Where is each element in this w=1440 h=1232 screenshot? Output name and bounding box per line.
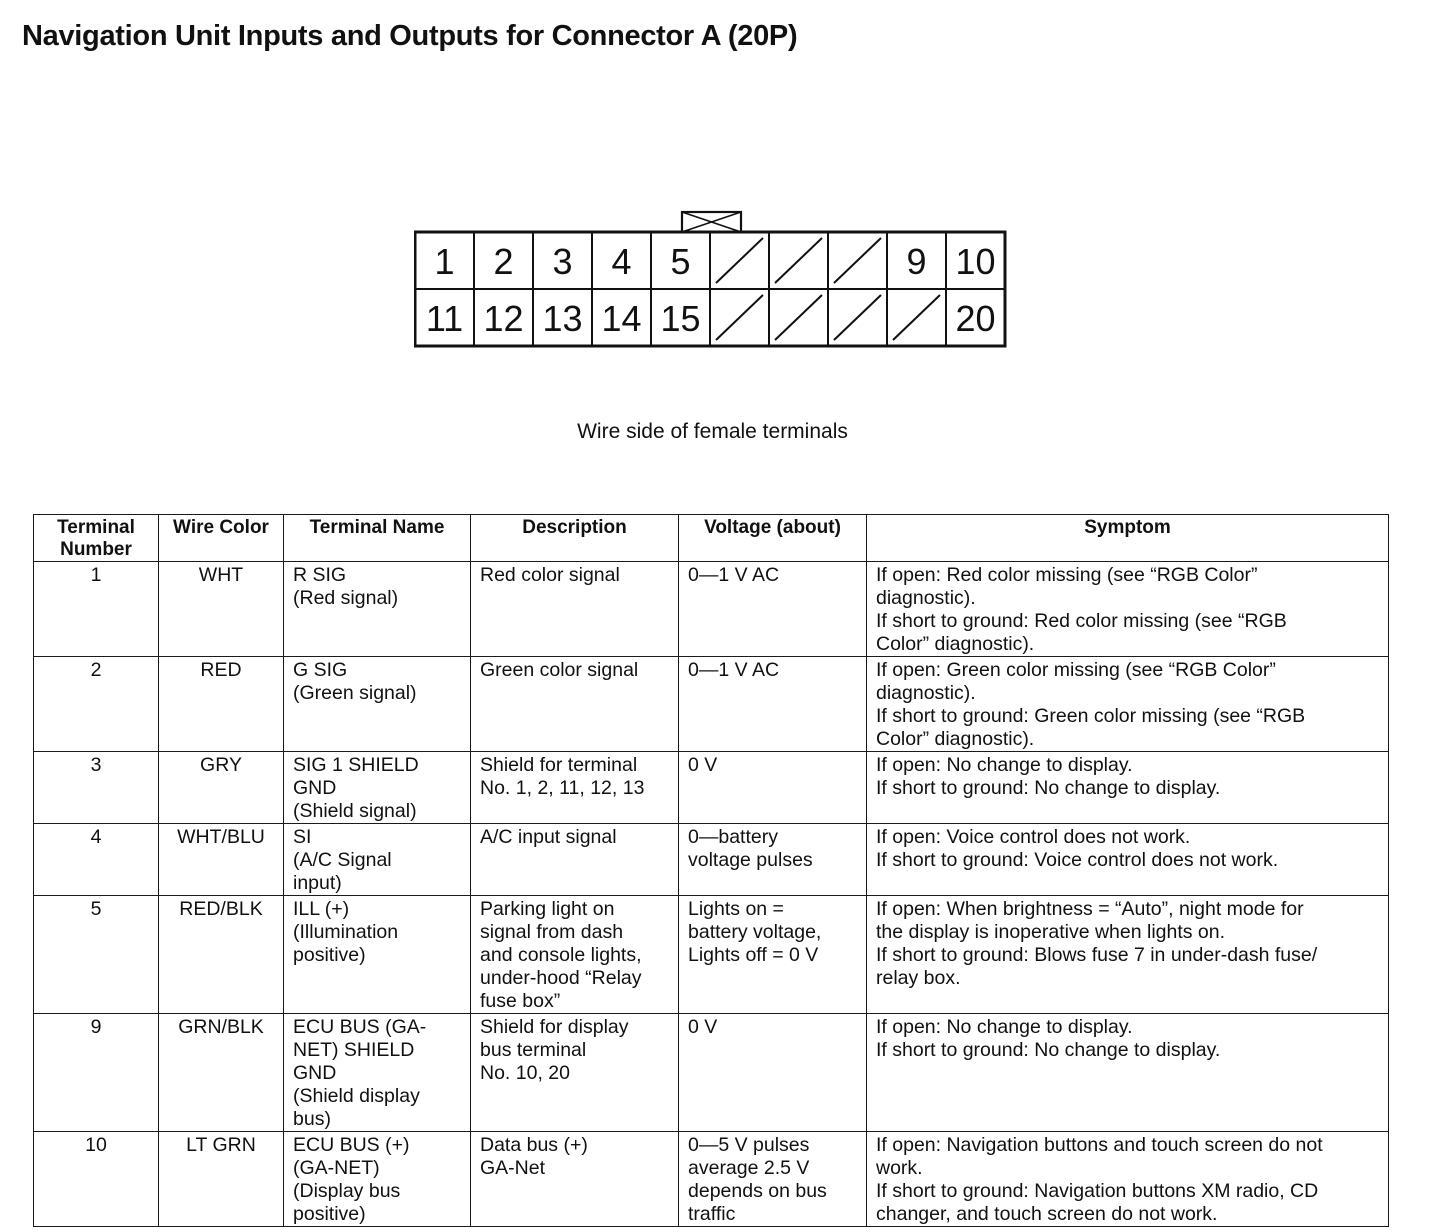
voltage-cell xyxy=(679,657,867,752)
description-cell-line: and console lights, xyxy=(480,944,642,966)
description-cell xyxy=(471,1014,679,1132)
terminal-number: 15 xyxy=(660,298,701,339)
wire-color-cell: LT GRN xyxy=(159,1132,284,1227)
symptom-cell-line: the display is inoperative when lights on. xyxy=(876,921,1226,943)
terminal-name-cell xyxy=(284,562,471,657)
header-text: Wire Color xyxy=(173,517,269,538)
terminal-number: 5 xyxy=(670,241,691,282)
description-cell-line: GA-Net xyxy=(480,1157,546,1179)
description-cell-line: signal from dash xyxy=(480,921,624,943)
terminal-number: 4 xyxy=(611,241,632,282)
symptom-cell-line: If open: Green color missing (see “RGB Color” xyxy=(876,659,1276,681)
description-cell-line: bus terminal xyxy=(480,1039,587,1061)
description-cell-line: Parking light on xyxy=(480,898,615,920)
terminal-name-cell-line: positive) xyxy=(293,1203,366,1225)
terminal-name-cell xyxy=(284,896,471,1014)
header-text: Terminal xyxy=(57,517,135,538)
terminal-name-cell-line: SI xyxy=(293,826,312,848)
symptom-cell-line: work. xyxy=(876,1157,923,1179)
terminal-name-cell-line: NET) SHIELD xyxy=(293,1039,415,1061)
description-cell xyxy=(471,752,679,824)
header-terminal-number xyxy=(34,515,159,562)
terminal-name-cell-line: bus) xyxy=(293,1108,331,1130)
terminal-number: 10 xyxy=(955,241,996,282)
symptom-cell xyxy=(867,752,1389,824)
voltage-cell xyxy=(679,824,867,896)
header-voltage xyxy=(679,515,867,562)
header-text: Symptom xyxy=(1084,517,1171,538)
terminal-name-cell-line: (Red signal) xyxy=(293,587,399,609)
terminal-number: 1 xyxy=(434,241,455,282)
unused-terminal-slash xyxy=(834,295,881,340)
symptom-cell-line: If open: Red color missing (see “RGB Color” xyxy=(876,564,1258,586)
description-cell xyxy=(471,896,679,1014)
table-row xyxy=(34,1014,1389,1132)
unused-terminal-slash xyxy=(775,238,822,283)
terminal-name-cell xyxy=(284,1132,471,1227)
symptom-cell-line: If short to ground: Blows fuse 7 in under-dash fuse/ xyxy=(876,944,1318,966)
header-text: Number xyxy=(60,539,132,560)
wire-color-cell: WHT xyxy=(159,562,284,657)
terminal-name-cell-line: SIG 1 SHIELD xyxy=(293,754,419,776)
terminal-number-cell: 1 xyxy=(34,562,159,657)
terminal-name-cell-line: ECU BUS (GA- xyxy=(293,1016,427,1038)
symptom-cell xyxy=(867,657,1389,752)
description-cell-line: Green color signal xyxy=(480,659,639,681)
symptom-cell-line: diagnostic). xyxy=(876,587,976,609)
symptom-cell xyxy=(867,824,1389,896)
voltage-cell xyxy=(679,1014,867,1132)
terminal-name-cell-line: input) xyxy=(293,872,342,894)
symptom-cell-line: changer, and touch screen do not work. xyxy=(876,1203,1218,1225)
voltage-cell-line: traffic xyxy=(688,1203,736,1225)
symptom-cell-line: If open: Voice control does not work. xyxy=(876,826,1191,848)
terminal-name-cell xyxy=(284,1014,471,1132)
voltage-cell-line: voltage pulses xyxy=(688,849,813,871)
terminal-number-cell: 5 xyxy=(34,896,159,1014)
terminal-number: 11 xyxy=(425,298,464,339)
symptom-cell-line: Color” diagnostic). xyxy=(876,728,1035,750)
table-row xyxy=(34,752,1389,824)
unused-terminal-slash xyxy=(716,238,763,283)
terminal-name-cell-line: ECU BUS (+) xyxy=(293,1134,410,1156)
header-terminal-name xyxy=(284,515,471,562)
header-text: Voltage (about) xyxy=(704,517,841,538)
pin-table xyxy=(33,514,1389,1227)
symptom-cell-line: If short to ground: No change to display. xyxy=(876,1039,1221,1061)
symptom-cell-line: If open: Navigation buttons and touch screen do not xyxy=(876,1134,1323,1156)
terminal-number-cell: 9 xyxy=(34,1014,159,1132)
terminal-name-cell-line: (Shield signal) xyxy=(293,800,417,822)
page-title: Navigation Unit Inputs and Outputs for Connector A (20P) xyxy=(22,20,798,52)
symptom-cell-line: If short to ground: Navigation buttons XM radio, CD xyxy=(876,1180,1319,1202)
terminal-number: 2 xyxy=(493,241,514,282)
symptom-cell-line: If open: No change to display. xyxy=(876,1016,1133,1038)
terminal-name-cell-line: ILL (+) xyxy=(293,898,350,920)
voltage-cell xyxy=(679,1132,867,1227)
terminal-number: 9 xyxy=(906,241,927,282)
voltage-cell-line: Lights on = xyxy=(688,898,784,920)
terminal-number: 13 xyxy=(542,298,583,339)
terminal-number: 20 xyxy=(955,298,996,339)
table-row xyxy=(34,562,1389,657)
terminal-name-cell-line: positive) xyxy=(293,944,366,966)
description-cell-line: No. 1, 2, 11, 12, 13 xyxy=(480,777,645,799)
terminal-name-cell-line: R SIG xyxy=(293,564,347,586)
terminal-number-cell: 2 xyxy=(34,657,159,752)
terminal-number: 3 xyxy=(552,241,573,282)
unused-terminal-slash xyxy=(893,295,940,340)
description-cell-line: under-hood “Relay xyxy=(480,967,642,989)
terminal-name-cell-line: (A/C Signal xyxy=(293,849,392,871)
symptom-cell-line: Color” diagnostic). xyxy=(876,633,1035,655)
table-row xyxy=(34,896,1389,1014)
wire-color-cell: WHT/BLU xyxy=(159,824,284,896)
description-cell xyxy=(471,1132,679,1227)
terminal-name-cell-line: G SIG xyxy=(293,659,348,681)
symptom-cell xyxy=(867,1132,1389,1227)
description-cell-line: fuse box” xyxy=(480,990,561,1012)
table-header-row xyxy=(34,515,1389,562)
symptom-cell-line: diagnostic). xyxy=(876,682,976,704)
voltage-cell-line: 0 V xyxy=(688,754,718,776)
terminal-name-cell-line: GND xyxy=(293,777,337,799)
terminal-name-cell xyxy=(284,824,471,896)
terminal-name-cell xyxy=(284,657,471,752)
description-cell xyxy=(471,824,679,896)
symptom-cell xyxy=(867,562,1389,657)
terminal-number-cell: 3 xyxy=(34,752,159,824)
table-row xyxy=(34,657,1389,752)
voltage-cell-line: battery voltage, xyxy=(688,921,822,943)
symptom-cell xyxy=(867,1014,1389,1132)
terminal-number-cell: 4 xyxy=(34,824,159,896)
description-cell-line: Red color signal xyxy=(480,564,620,586)
symptom-cell-line: relay box. xyxy=(876,967,961,989)
voltage-cell xyxy=(679,896,867,1014)
voltage-cell xyxy=(679,562,867,657)
terminal-name-cell xyxy=(284,752,471,824)
symptom-cell-line: If short to ground: Voice control does not work. xyxy=(876,849,1279,871)
symptom-cell xyxy=(867,896,1389,1014)
terminal-number-cell: 10 xyxy=(34,1132,159,1227)
unused-terminal-slash xyxy=(716,295,763,340)
header-wire-color xyxy=(159,515,284,562)
unused-terminal-slash xyxy=(775,295,822,340)
table-row xyxy=(34,824,1389,896)
connector-caption: Wire side of female terminals xyxy=(577,420,848,443)
terminal-number: 12 xyxy=(483,298,524,339)
terminal-name-cell-line: GND xyxy=(293,1062,337,1084)
description-cell-line: No. 10, 20 xyxy=(480,1062,570,1084)
voltage-cell-line: depends on bus xyxy=(688,1180,827,1202)
description-cell-line: A/C input signal xyxy=(480,826,617,848)
terminal-name-cell-line: (Shield display xyxy=(293,1085,420,1107)
description-cell-line: Data bus (+) xyxy=(480,1134,588,1156)
description-cell-line: Shield for terminal xyxy=(480,754,638,776)
header-text: Description xyxy=(522,517,627,538)
connector-diagram xyxy=(414,210,1014,350)
terminal-name-cell-line: (Display bus xyxy=(293,1180,401,1202)
symptom-cell-line: If short to ground: Green color missing (see “RGB xyxy=(876,705,1306,727)
symptom-cell-line: If short to ground: No change to display. xyxy=(876,777,1221,799)
voltage-cell-line: 0—1 V AC xyxy=(688,564,780,586)
wire-color-cell: GRN/BLK xyxy=(159,1014,284,1132)
voltage-cell-line: average 2.5 V xyxy=(688,1157,810,1179)
symptom-cell-line: If open: When brightness = “Auto”, night mode for xyxy=(876,898,1304,920)
symptom-cell-line: If short to ground: Red color missing (see “RGB xyxy=(876,610,1287,632)
terminal-number: 14 xyxy=(601,298,642,339)
symptom-cell-line: If open: No change to display. xyxy=(876,754,1133,776)
voltage-cell-line: Lights off = 0 V xyxy=(688,944,819,966)
header-text: Terminal Name xyxy=(309,517,445,538)
header-symptom xyxy=(867,515,1389,562)
voltage-cell xyxy=(679,752,867,824)
description-cell-line: Shield for display xyxy=(480,1016,629,1038)
description-cell xyxy=(471,657,679,752)
voltage-cell-line: 0 V xyxy=(688,1016,718,1038)
table-row xyxy=(34,1132,1389,1227)
wire-color-cell: RED/BLK xyxy=(159,896,284,1014)
terminal-name-cell-line: (Green signal) xyxy=(293,682,417,704)
unused-terminal-slash xyxy=(834,238,881,283)
voltage-cell-line: 0—battery xyxy=(688,826,778,848)
terminal-name-cell-line: (Illumination xyxy=(293,921,399,943)
wire-color-cell: GRY xyxy=(159,752,284,824)
voltage-cell-line: 0—5 V pulses xyxy=(688,1134,810,1156)
header-description xyxy=(471,515,679,562)
terminal-name-cell-line: (GA-NET) xyxy=(293,1157,380,1179)
voltage-cell-line: 0—1 V AC xyxy=(688,659,780,681)
wire-color-cell: RED xyxy=(159,657,284,752)
description-cell xyxy=(471,562,679,657)
